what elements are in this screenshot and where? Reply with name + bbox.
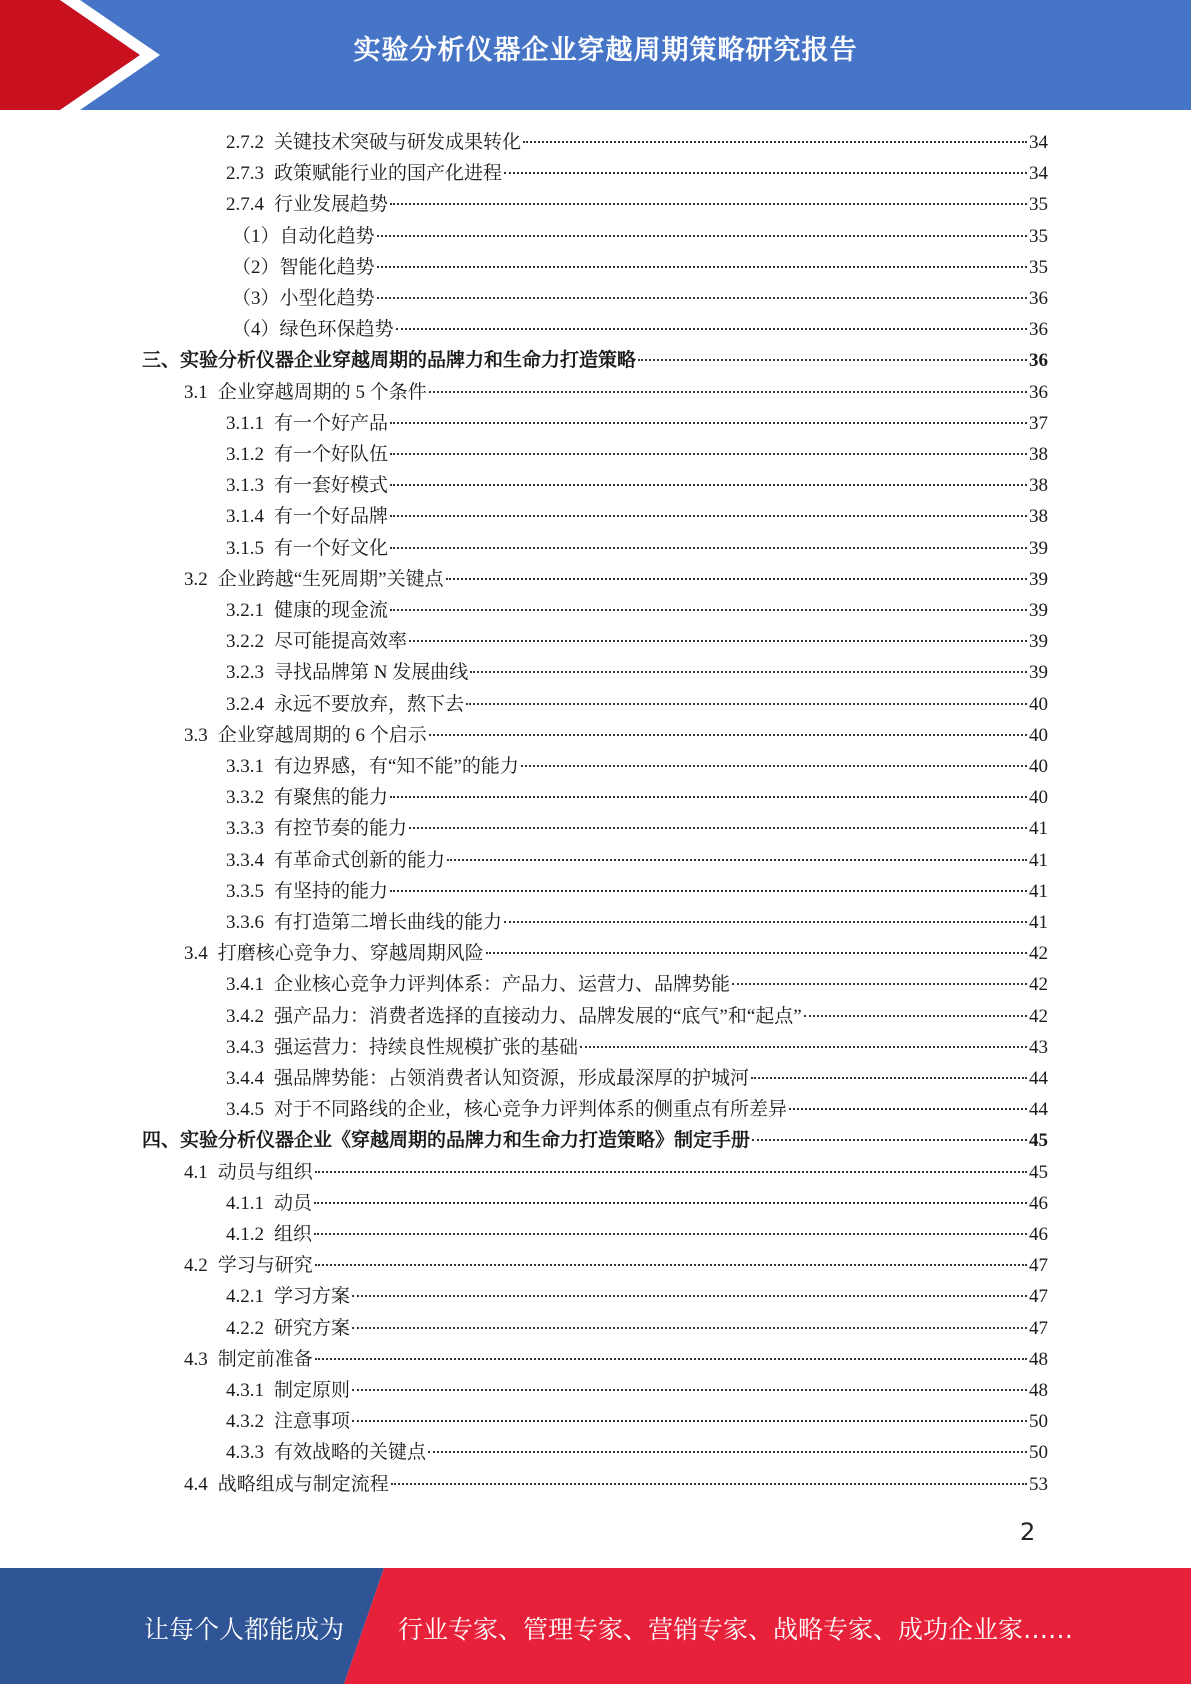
toc-entry-number: 4.2.2 xyxy=(226,1317,264,1339)
toc-entry[interactable] xyxy=(184,1345,1048,1375)
toc-entry-title: 企业穿越周期的 5 个条件 xyxy=(217,381,427,403)
toc-entry-page: 42 xyxy=(1029,1005,1048,1027)
toc-entry-title: 有效战略的关键点 xyxy=(274,1442,427,1464)
toc-dot-leader xyxy=(504,920,1027,923)
toc-entry-number: 2.7.2 xyxy=(226,132,264,153)
toc-entry-number: 3.3 xyxy=(184,724,208,746)
toc-entry-label xyxy=(226,814,407,844)
toc-entry-page: 36 xyxy=(1029,288,1048,309)
toc-entry-number: （4） xyxy=(232,319,280,341)
toc-dot-leader xyxy=(504,171,1027,174)
toc-entry-page: 50 xyxy=(1029,1411,1048,1433)
toc-dot-leader xyxy=(638,358,1027,361)
toc-entry-title: 企业穿越周期的 6 个启示 xyxy=(217,724,427,746)
toc-dot-leader xyxy=(390,608,1027,611)
toc-entry[interactable] xyxy=(226,1407,1048,1437)
toc-entry-title: 有打造第二增长曲线的能力 xyxy=(274,912,503,933)
toc-entry-number: 3.1.5 xyxy=(226,537,264,559)
toc-dot-leader xyxy=(352,1388,1027,1391)
toc-entry-number: （1） xyxy=(232,225,280,247)
toc-entry-page: 39 xyxy=(1029,600,1048,621)
toc-entry-label xyxy=(226,658,468,688)
toc-entry-title: 有革命式创新的能力 xyxy=(274,849,446,871)
toc-entry-number: 4.1.2 xyxy=(226,1224,264,1245)
toc-entry-label xyxy=(184,1251,313,1281)
toc-entry-number: 三、 xyxy=(142,350,181,372)
toc-entry-title: 智能化趋势 xyxy=(279,256,375,278)
toc-entry-label xyxy=(226,846,445,876)
toc-entry-label xyxy=(226,440,388,470)
toc-entry-label xyxy=(226,627,407,657)
toc-entry[interactable] xyxy=(226,128,1048,158)
toc-entry[interactable] xyxy=(226,1438,1048,1468)
toc-entry[interactable] xyxy=(226,190,1048,220)
toc-dot-leader xyxy=(391,1482,1027,1485)
toc-dot-leader xyxy=(390,546,1027,549)
toc-entry-label xyxy=(226,159,502,189)
toc-entry-title: 强品牌势能：占领消费者认知资源，形成最深厚的护城河 xyxy=(274,1068,750,1089)
toc-entry-label xyxy=(226,1064,749,1094)
toc-entry[interactable] xyxy=(226,1095,1048,1125)
toc-entry-page: 38 xyxy=(1029,444,1048,465)
toc-entry-page: 34 xyxy=(1029,163,1048,185)
toc-entry-page: 47 xyxy=(1029,1286,1048,1308)
toc-entry-page: 39 xyxy=(1029,631,1048,653)
toc-entry[interactable] xyxy=(226,502,1048,532)
toc-entry[interactable] xyxy=(226,471,1048,501)
toc-entry[interactable] xyxy=(184,1158,1048,1188)
toc-entry[interactable] xyxy=(226,627,1048,657)
toc-entry[interactable] xyxy=(142,1126,1048,1156)
toc-entry-label xyxy=(184,378,427,408)
toc-dot-leader xyxy=(314,1232,1027,1235)
toc-entry-label xyxy=(226,1376,350,1406)
toc-dot-leader xyxy=(470,670,1027,673)
toc-entry-page: 45 xyxy=(1029,1130,1048,1152)
toc-entry-page: 36 xyxy=(1029,319,1048,341)
toc-entry-title: 注意事项 xyxy=(274,1411,351,1433)
toc-entry-number: 2.7.4 xyxy=(226,194,264,216)
toc-entry[interactable] xyxy=(184,1470,1048,1500)
toc-entry-number: 3.3.4 xyxy=(226,849,264,871)
toc-entry-label xyxy=(184,565,444,595)
toc-entry-page: 47 xyxy=(1029,1255,1048,1277)
toc-entry[interactable] xyxy=(226,970,1048,1000)
toc-entry-label xyxy=(226,1033,578,1063)
page-header xyxy=(0,0,1191,110)
toc-entry-label xyxy=(232,253,375,283)
toc-entry-page: 42 xyxy=(1029,943,1048,965)
toc-entry-page: 39 xyxy=(1029,537,1048,559)
toc-dot-leader xyxy=(429,390,1027,393)
toc-entry-page: 41 xyxy=(1029,849,1048,871)
toc-entry[interactable] xyxy=(226,440,1048,470)
toc-dot-leader xyxy=(352,1326,1027,1329)
toc-entry-number: 4.4 xyxy=(184,1473,208,1495)
toc-entry-number: 3.4.4 xyxy=(226,1068,264,1089)
report-title: 实验分析仪器企业穿越周期策略研究报告 xyxy=(353,35,858,66)
toc-entry[interactable] xyxy=(226,846,1048,876)
toc-entry-title: 有一个好文化 xyxy=(274,537,389,559)
toc-entry-title: 制定原则 xyxy=(274,1380,351,1401)
toc-entry[interactable] xyxy=(226,409,1048,439)
toc-entry-number: 四、 xyxy=(142,1130,181,1152)
toc-entry-title: 有一个好队伍 xyxy=(274,444,389,465)
toc-dot-leader xyxy=(580,1045,1027,1048)
toc-entry[interactable] xyxy=(226,596,1048,626)
toc-entry-page: 42 xyxy=(1029,974,1048,996)
toc-entry-number: 3.3.6 xyxy=(226,912,264,933)
toc-entry[interactable] xyxy=(226,908,1048,938)
toc-entry-label xyxy=(226,1220,312,1250)
toc-entry-label xyxy=(226,1002,802,1032)
toc-dot-leader xyxy=(315,1357,1027,1360)
toc-entry-label xyxy=(226,1189,312,1219)
toc-entry-title: 永远不要放弃，熬下去 xyxy=(274,693,465,715)
toc-entry-number: 3.2.2 xyxy=(226,631,264,653)
toc-entry-label xyxy=(142,346,636,376)
toc-entry-title: 有边界感，有“知不能”的能力 xyxy=(274,756,519,777)
toc-dot-leader xyxy=(390,795,1027,798)
toc-entry[interactable] xyxy=(226,690,1048,720)
toc-entry-label xyxy=(226,1095,787,1125)
toc-entry-title: 关键技术突破与研发成果转化 xyxy=(274,132,522,153)
toc-entry-page: 47 xyxy=(1029,1317,1048,1339)
toc-entry[interactable] xyxy=(232,253,1048,283)
toc-entry-label xyxy=(184,1158,313,1188)
toc-entry-title: 绿色环保趋势 xyxy=(279,319,394,341)
toc-entry[interactable] xyxy=(226,752,1048,782)
toc-entry-label xyxy=(226,409,388,439)
toc-entry-title: 企业核心竞争力评判体系：产品力、运营力、品牌势能 xyxy=(274,974,731,996)
toc-entry[interactable] xyxy=(226,159,1048,189)
toc-entry[interactable] xyxy=(226,658,1048,688)
toc-entry-title: 打磨核心竞争力、穿越周期风险 xyxy=(217,943,484,965)
toc-entry-number: 3.3.2 xyxy=(226,787,264,809)
toc-entry-title: 健康的现金流 xyxy=(274,600,389,621)
toc-entry-label xyxy=(226,1407,350,1437)
toc-entry-number: 3.4.5 xyxy=(226,1099,264,1121)
toc-entry-page: 40 xyxy=(1029,756,1048,777)
toc-entry-title: 有一个好品牌 xyxy=(274,506,389,528)
toc-entry[interactable] xyxy=(232,222,1048,252)
footer-slogan-left: 让每个人都能成为 xyxy=(144,1615,345,1644)
toc-entry-number: 3.2 xyxy=(184,568,208,590)
toc-entry-page: 41 xyxy=(1029,912,1048,933)
toc-entry-label xyxy=(184,721,427,751)
toc-entry-title: 有坚持的能力 xyxy=(274,880,389,902)
toc-entry[interactable] xyxy=(226,1314,1048,1344)
toc-entry-number: 3.2.1 xyxy=(226,600,264,621)
toc-dot-leader xyxy=(377,265,1027,268)
toc-entry-number: 4.1 xyxy=(184,1161,208,1183)
toc-entry-number: 3.1.2 xyxy=(226,444,264,465)
toc-entry-label xyxy=(226,752,519,782)
toc-entry-title: 强产品力：消费者选择的直接动力、品牌发展的“底气”和“起点” xyxy=(274,1005,802,1027)
toc-entry-number: （2） xyxy=(232,256,280,278)
toc-entry-title: 动员与组织 xyxy=(217,1161,313,1183)
toc-dot-leader xyxy=(315,1263,1027,1266)
toc-entry[interactable] xyxy=(226,783,1048,813)
toc-entry[interactable] xyxy=(226,1189,1048,1219)
toc-entry-title: 尽可能提高效率 xyxy=(274,631,408,653)
toc-entry-number: 3.1.1 xyxy=(226,412,264,434)
toc-entry-label xyxy=(184,939,484,969)
toc-dot-leader xyxy=(409,639,1027,642)
toc-entry-title: 学习方案 xyxy=(274,1286,351,1308)
toc-entry-title: 有一套好模式 xyxy=(274,475,389,497)
toc-entry-page: 38 xyxy=(1029,475,1048,497)
toc-entry[interactable] xyxy=(226,814,1048,844)
toc-entry-page: 53 xyxy=(1029,1473,1048,1495)
toc-entry-label xyxy=(184,1345,313,1375)
toc-dot-leader xyxy=(446,577,1027,580)
toc-entry-number: 3.3.3 xyxy=(226,818,264,840)
toc-entry-page: 48 xyxy=(1029,1380,1048,1401)
toc-dot-leader xyxy=(429,733,1027,736)
toc-entry-page: 36 xyxy=(1029,381,1048,403)
toc-entry[interactable] xyxy=(226,877,1048,907)
toc-entry-label xyxy=(226,1438,426,1468)
toc-entry[interactable] xyxy=(184,939,1048,969)
toc-dot-leader xyxy=(390,889,1027,892)
toc-entry-number: 4.3 xyxy=(184,1348,208,1370)
toc-entry-page: 37 xyxy=(1029,412,1048,434)
toc-entry-number: 4.1.1 xyxy=(226,1192,264,1214)
toc-entry[interactable] xyxy=(226,1282,1048,1312)
toc-entry-page: 39 xyxy=(1029,568,1048,590)
toc-entry-number: 3.3.5 xyxy=(226,880,264,902)
toc-entry-label xyxy=(184,1470,389,1500)
toc-dot-leader xyxy=(752,1138,1027,1141)
toc-entry-title: 政策赋能行业的国产化进程 xyxy=(274,163,503,185)
toc-dot-leader xyxy=(314,1201,1027,1204)
toc-entry[interactable] xyxy=(226,1064,1048,1094)
toc-entry-page: 34 xyxy=(1029,132,1048,153)
toc-entry-label xyxy=(232,284,375,314)
toc-entry-page: 40 xyxy=(1029,693,1048,715)
toc-entry-title: 实验分析仪器企业穿越周期的品牌力和生命力打造策略 xyxy=(180,350,637,372)
toc-entry[interactable] xyxy=(226,1033,1048,1063)
toc-dot-leader xyxy=(352,1419,1027,1422)
toc-dot-leader xyxy=(804,1014,1027,1017)
toc-entry-page: 46 xyxy=(1029,1224,1048,1245)
toc-entry-number: 3.2.4 xyxy=(226,693,264,715)
toc-entry-title: 强运营力：持续良性规模扩张的基础 xyxy=(274,1036,579,1058)
toc-entry[interactable] xyxy=(226,534,1048,564)
toc-entry-title: 组织 xyxy=(274,1224,313,1245)
toc-entry-label xyxy=(226,690,464,720)
toc-entry-number: 4.3.3 xyxy=(226,1442,264,1464)
page-footer xyxy=(0,1568,1191,1684)
toc-dot-leader xyxy=(377,234,1027,237)
toc-entry-number: 3.4.2 xyxy=(226,1005,264,1027)
toc-entry-title: 动员 xyxy=(274,1192,313,1214)
toc-entry[interactable] xyxy=(232,315,1048,345)
toc-entry-number: 2.7.3 xyxy=(226,163,264,185)
toc-entry-number: 3.4 xyxy=(184,943,208,965)
toc-entry-label xyxy=(226,908,502,938)
toc-entry-page: 36 xyxy=(1029,350,1048,372)
toc-dot-leader xyxy=(390,421,1027,424)
toc-entry-label xyxy=(226,596,388,626)
toc-entry-title: 对于不同路线的企业，核心竞争力评判体系的侧重点有所差异 xyxy=(274,1099,788,1121)
toc-entry-label xyxy=(142,1126,750,1156)
toc-entry-page: 35 xyxy=(1029,194,1048,216)
toc-entry[interactable] xyxy=(232,284,1048,314)
toc-dot-leader xyxy=(466,702,1027,705)
toc-entry-title: 寻找品牌第 N 发展曲线 xyxy=(274,662,469,684)
toc-entry-page: 44 xyxy=(1029,1068,1048,1089)
toc-entry-title: 有聚焦的能力 xyxy=(274,787,389,809)
toc-entry-page: 48 xyxy=(1029,1348,1048,1370)
toc-dot-leader xyxy=(352,1294,1027,1297)
toc-dot-leader xyxy=(390,514,1027,517)
toc-entry-label xyxy=(226,783,388,813)
toc-entry-page: 50 xyxy=(1029,1442,1048,1464)
toc-entry-title: 企业跨越“生死周期”关键点 xyxy=(217,568,444,590)
toc-entry[interactable] xyxy=(184,378,1048,408)
toc-dot-leader xyxy=(390,452,1027,455)
toc-entry-title: 行业发展趋势 xyxy=(274,194,389,216)
toc-entry[interactable] xyxy=(184,721,1048,751)
toc-dot-leader xyxy=(523,140,1027,143)
toc-entry-number: 3.1 xyxy=(184,381,208,403)
toc-entry-page: 35 xyxy=(1029,256,1048,278)
toc-entry-label xyxy=(226,877,388,907)
toc-entry-number: 3.1.4 xyxy=(226,506,264,528)
toc-entry-label xyxy=(226,1282,350,1312)
toc-entry-title: 实验分析仪器企业《穿越周期的品牌力和生命力打造策略》制定手册 xyxy=(180,1130,751,1152)
toc-entry-number: 4.3.1 xyxy=(226,1380,264,1401)
toc-dot-leader xyxy=(396,327,1027,330)
toc-dot-leader xyxy=(789,1107,1027,1110)
toc-entry-page: 41 xyxy=(1029,880,1048,902)
toc-dot-leader xyxy=(428,1450,1027,1453)
toc-entry-page: 45 xyxy=(1029,1161,1048,1183)
toc-entry-page: 41 xyxy=(1029,818,1048,840)
toc-dot-leader xyxy=(732,982,1027,985)
toc-entry[interactable] xyxy=(184,565,1048,595)
toc-entry-label xyxy=(232,315,394,345)
toc-entry-title: 有控节奏的能力 xyxy=(274,818,408,840)
toc-entry-label xyxy=(226,190,388,220)
toc-dot-leader xyxy=(751,1076,1027,1079)
toc-entry-title: 学习与研究 xyxy=(217,1255,313,1277)
toc-entry-page: 39 xyxy=(1029,662,1048,684)
toc-entry-number: 3.2.3 xyxy=(226,662,264,684)
toc-dot-leader xyxy=(315,1170,1027,1173)
toc-entry[interactable] xyxy=(226,1002,1048,1032)
toc-entry-label xyxy=(226,471,388,501)
toc-entry-number: 3.4.3 xyxy=(226,1036,264,1058)
toc-entry-label xyxy=(226,1314,350,1344)
toc-entry-page: 40 xyxy=(1029,787,1048,809)
toc-entry-label xyxy=(226,502,388,532)
toc-entry-page: 44 xyxy=(1029,1099,1048,1121)
toc-entry-number: （3） xyxy=(232,288,280,309)
toc-entry-number: 4.2.1 xyxy=(226,1286,264,1308)
toc-entry-number: 3.1.3 xyxy=(226,475,264,497)
toc-entry-number: 4.2 xyxy=(184,1255,208,1277)
toc-entry-title: 战略组成与制定流程 xyxy=(217,1473,389,1495)
toc-dot-leader xyxy=(409,826,1027,829)
toc-dot-leader xyxy=(377,296,1027,299)
page-number: 2 xyxy=(1020,1518,1036,1546)
toc-entry-number: 3.4.1 xyxy=(226,974,264,996)
toc-entry[interactable] xyxy=(142,346,1048,376)
toc-dot-leader xyxy=(390,202,1027,205)
toc-entry-title: 有一个好产品 xyxy=(274,412,389,434)
toc-dot-leader xyxy=(486,951,1027,954)
toc-entry-label xyxy=(226,534,388,564)
toc-entry-label xyxy=(226,128,521,158)
toc-entry-label xyxy=(232,222,375,252)
toc-entry-page: 46 xyxy=(1029,1192,1048,1214)
toc-entry[interactable] xyxy=(184,1251,1048,1281)
toc-entry-page: 40 xyxy=(1029,724,1048,746)
toc-entry-title: 小型化趋势 xyxy=(279,288,375,309)
toc-entry-title: 研究方案 xyxy=(274,1317,351,1339)
toc-entry-page: 35 xyxy=(1029,225,1048,247)
toc-entry-page: 38 xyxy=(1029,506,1048,528)
toc-entry-title: 制定前准备 xyxy=(217,1348,313,1370)
toc-entry-label xyxy=(226,970,730,1000)
toc-dot-leader xyxy=(521,764,1027,767)
toc-dot-leader xyxy=(447,858,1027,861)
toc-entry[interactable] xyxy=(226,1220,1048,1250)
toc-dot-leader xyxy=(390,483,1027,486)
footer-slogan-right: 行业专家、管理专家、营销专家、战略专家、成功企业家…… xyxy=(398,1615,1074,1644)
toc-entry-number: 4.3.2 xyxy=(226,1411,264,1433)
toc-entry-title: 自动化趋势 xyxy=(279,225,375,247)
toc-entry-page: 43 xyxy=(1029,1036,1048,1058)
toc-entry[interactable] xyxy=(226,1376,1048,1406)
toc-entry-number: 3.3.1 xyxy=(226,756,264,777)
